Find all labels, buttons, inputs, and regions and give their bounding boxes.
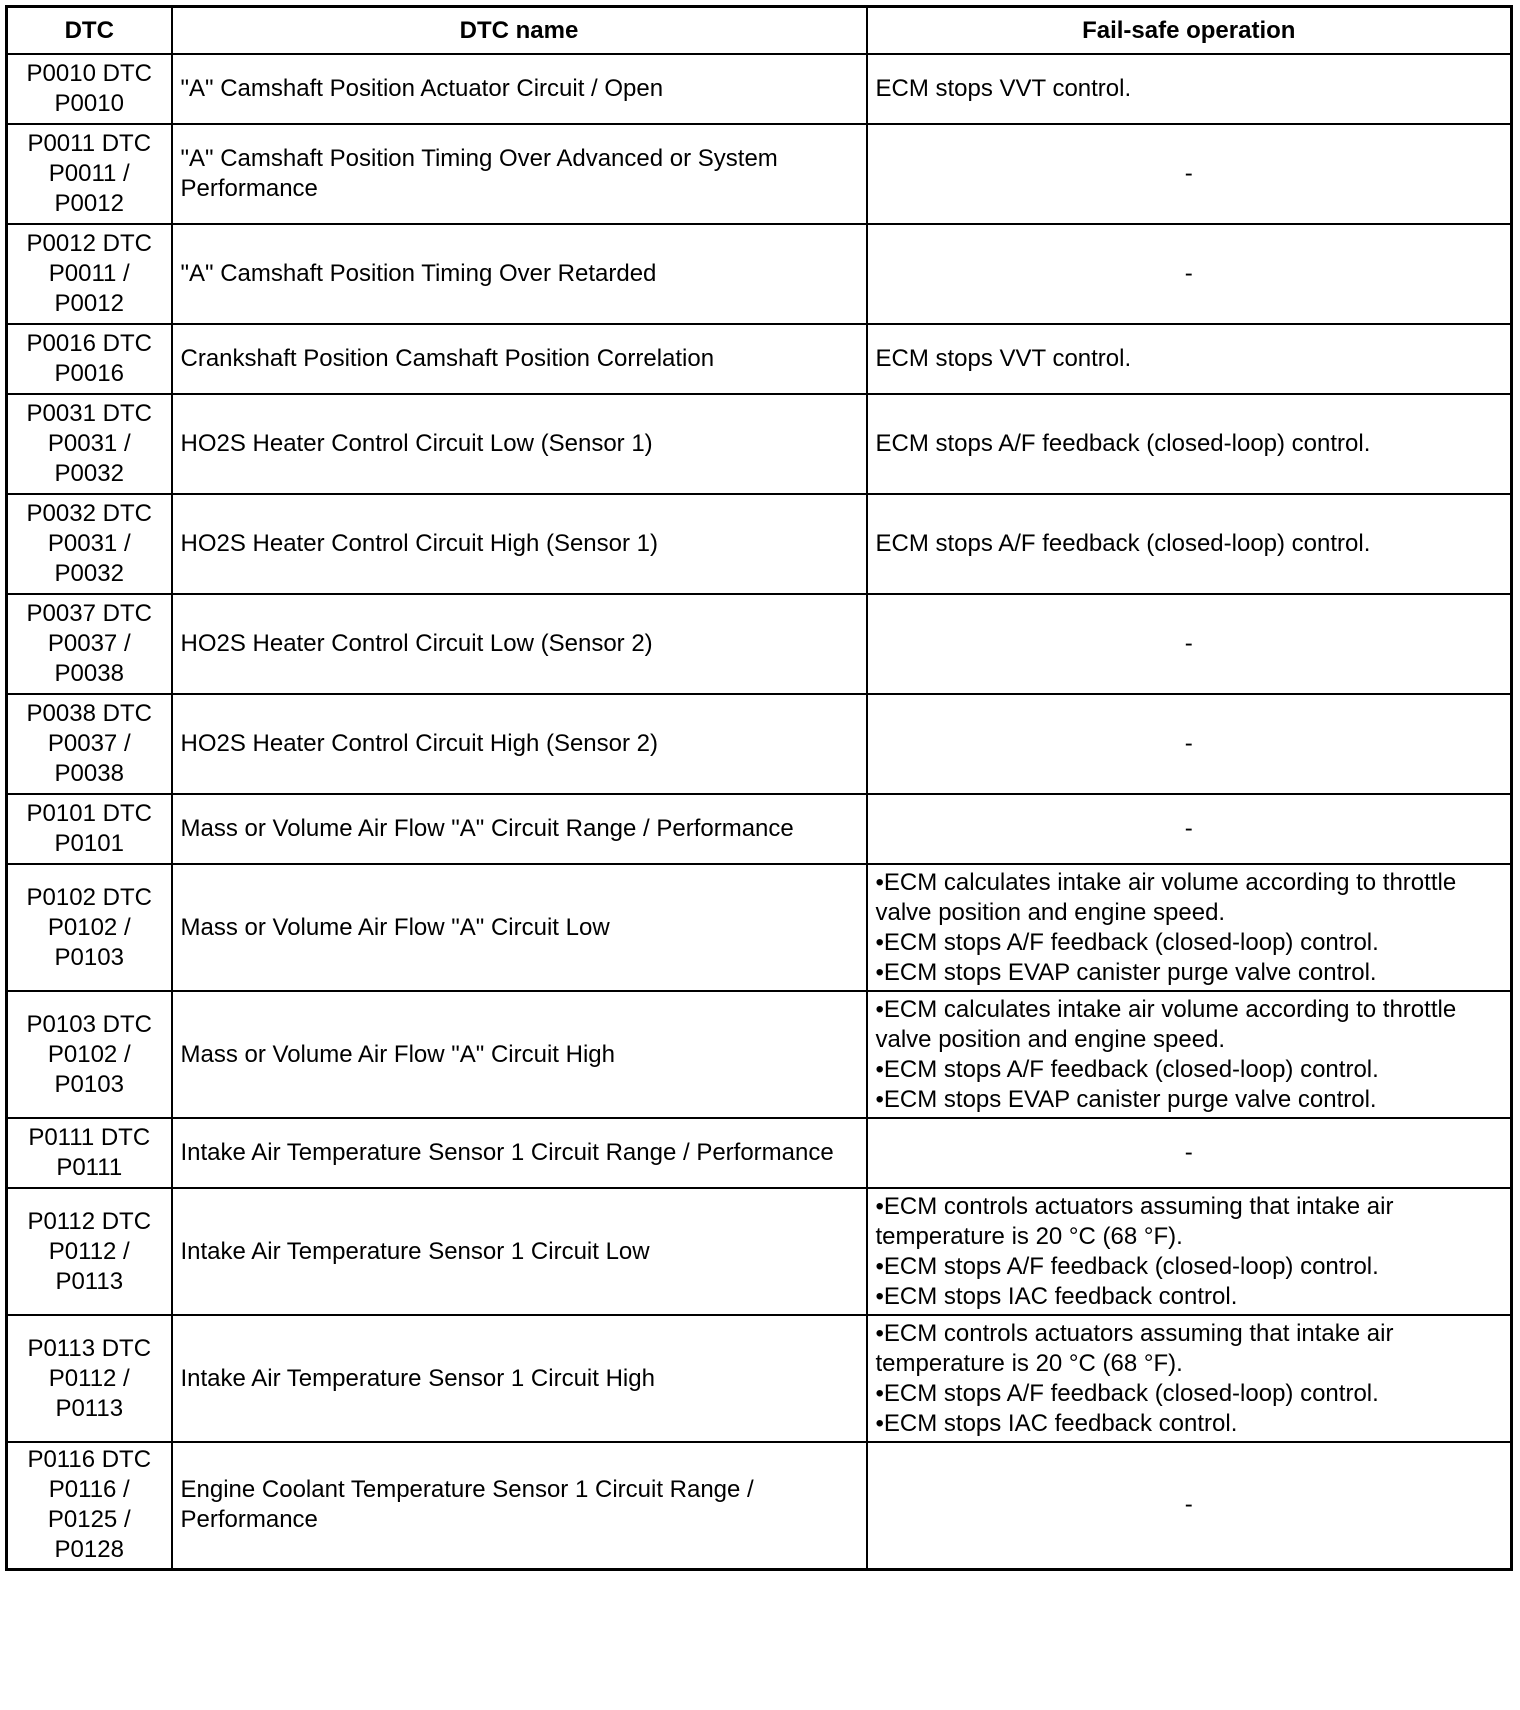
failsafe-operation-line: •ECM controls actuators assuming that intake air temperature is 20 °C (68 °F). <box>875 1192 1394 1250</box>
failsafe-operation-line: - <box>1184 630 1193 657</box>
dtc-name-cell: HO2S Heater Control Circuit High (Sensor 1) <box>172 494 867 594</box>
dtc-code-line: P0016 DTC <box>26 330 152 357</box>
header-dtc: DTC <box>7 7 172 55</box>
dtc-code-line: P0011 / <box>48 160 130 187</box>
dtc-code-line: P0116 / <box>48 1476 130 1504</box>
failsafe-operation-cell <box>867 1315 1512 1442</box>
dtc-name-cell: Intake Air Temperature Sensor 1 Circuit Range / Performance <box>172 1118 867 1188</box>
table-row <box>7 991 1512 1118</box>
dtc-failsafe-table <box>5 5 1513 1571</box>
failsafe-operation-cell <box>867 124 1512 224</box>
dtc-name-cell: "A" Camshaft Position Timing Over Retarded <box>172 224 867 324</box>
table-row <box>7 1118 1512 1188</box>
dtc-code-line: P0103 <box>54 1070 124 1098</box>
failsafe-operation-cell <box>867 224 1512 324</box>
failsafe-operation-line: - <box>1184 1491 1193 1519</box>
failsafe-operation-line: - <box>1184 730 1193 757</box>
dtc-code-line: P0128 <box>54 1536 124 1564</box>
dtc-name-cell: HO2S Heater Control Circuit High (Sensor 2) <box>172 694 867 794</box>
dtc-code-line: P0010 DTC <box>26 60 152 87</box>
dtc-code-cell <box>7 1442 172 1569</box>
dtc-code-cell <box>7 1315 172 1442</box>
dtc-name-cell: "A" Camshaft Position Actuator Circuit / Open <box>172 54 867 124</box>
dtc-code-line: P0037 DTC <box>26 600 152 627</box>
table-row <box>7 124 1512 224</box>
failsafe-operation-cell <box>867 594 1512 694</box>
dtc-name-cell: Intake Air Temperature Sensor 1 Circuit Low <box>172 1188 867 1315</box>
table-row <box>7 1442 1512 1569</box>
failsafe-operation-cell <box>867 394 1512 494</box>
failsafe-operation-cell <box>867 1118 1512 1188</box>
dtc-code-line: P0016 <box>54 360 124 387</box>
failsafe-operation-cell <box>867 54 1512 124</box>
dtc-code-line: P0032 DTC <box>26 500 152 527</box>
dtc-code-line: P0031 / <box>47 430 131 457</box>
dtc-code-line: P0116 DTC <box>27 1446 152 1474</box>
failsafe-operation-cell <box>867 324 1512 394</box>
failsafe-operation-cell <box>867 694 1512 794</box>
dtc-code-line: P0111 DTC <box>28 1124 151 1151</box>
header-dtc-name: DTC name <box>172 7 867 55</box>
dtc-code-cell <box>7 864 172 991</box>
dtc-code-line: P0012 <box>54 290 124 317</box>
table-row <box>7 1188 1512 1315</box>
dtc-code-line: P0102 / <box>47 913 131 941</box>
failsafe-operation-line: ECM stops A/F feedback (closed-loop) control. <box>875 530 1371 557</box>
header-row <box>7 7 1512 55</box>
dtc-code-line: P0102 DTC <box>26 883 152 911</box>
dtc-name-cell: "A" Camshaft Position Timing Over Advanced or System Performance <box>172 124 867 224</box>
failsafe-operation-cell <box>867 1442 1512 1569</box>
dtc-code-line: P0038 DTC <box>26 700 152 727</box>
dtc-code-line: P0031 / <box>47 530 131 557</box>
dtc-code-cell <box>7 794 172 864</box>
table-row <box>7 864 1512 991</box>
dtc-name-cell: Crankshaft Position Camshaft Position Correlation <box>172 324 867 394</box>
dtc-code-line: P0101 DTC <box>26 800 152 827</box>
failsafe-operation-line: •ECM stops IAC feedback control. <box>875 1409 1238 1437</box>
table-row <box>7 794 1512 864</box>
failsafe-operation-line: •ECM stops A/F feedback (closed-loop) control. <box>875 1055 1379 1083</box>
dtc-code-line: P0032 <box>54 460 124 487</box>
dtc-code-cell <box>7 594 172 694</box>
table-row <box>7 224 1512 324</box>
dtc-code-line: P0011 / <box>48 260 130 287</box>
dtc-code-line: P0112 / <box>48 1364 130 1392</box>
dtc-code-cell <box>7 1118 172 1188</box>
failsafe-operation-cell <box>867 794 1512 864</box>
failsafe-operation-line: •ECM stops IAC feedback control. <box>875 1282 1238 1310</box>
dtc-code-line: P0032 <box>54 560 124 587</box>
dtc-table-container <box>5 5 1513 1571</box>
dtc-name-cell: Mass or Volume Air Flow "A" Circuit Low <box>172 864 867 991</box>
dtc-code-line: P0113 DTC <box>27 1334 152 1362</box>
dtc-code-cell <box>7 224 172 324</box>
dtc-code-cell <box>7 124 172 224</box>
dtc-code-line: P0125 / <box>47 1506 131 1534</box>
dtc-code-line: P0037 / <box>47 730 131 757</box>
failsafe-operation-line: •ECM stops A/F feedback (closed-loop) control. <box>875 1379 1379 1407</box>
dtc-code-line: P0113 <box>55 1267 124 1295</box>
failsafe-operation-cell <box>867 1188 1512 1315</box>
table-row <box>7 324 1512 394</box>
failsafe-operation-line: •ECM stops A/F feedback (closed-loop) control. <box>875 1252 1379 1280</box>
table-row <box>7 394 1512 494</box>
dtc-code-line: P0102 / <box>47 1040 131 1068</box>
failsafe-operation-line: ECM stops VVT control. <box>875 75 1132 102</box>
dtc-code-line: P0010 <box>54 90 124 117</box>
table-row <box>7 54 1512 124</box>
failsafe-operation-cell <box>867 991 1512 1118</box>
dtc-code-line: P0103 <box>54 943 124 971</box>
dtc-code-line: P0111 <box>56 1154 123 1181</box>
dtc-code-line: P0038 <box>54 660 124 687</box>
table-row <box>7 694 1512 794</box>
failsafe-operation-line: •ECM stops A/F feedback (closed-loop) control. <box>875 928 1379 956</box>
dtc-name-cell: HO2S Heater Control Circuit Low (Sensor 1) <box>172 394 867 494</box>
failsafe-operation-line: •ECM stops EVAP canister purge valve control. <box>875 1085 1377 1113</box>
header-failsafe-operation: Fail-safe operation <box>867 7 1512 55</box>
dtc-name-cell: Engine Coolant Temperature Sensor 1 Circuit Range / Performance <box>172 1442 867 1569</box>
dtc-code-cell <box>7 1188 172 1315</box>
failsafe-operation-line: - <box>1184 160 1193 187</box>
failsafe-operation-line: - <box>1184 815 1193 842</box>
dtc-code-line: P0113 <box>55 1394 124 1422</box>
failsafe-operation-line: •ECM stops EVAP canister purge valve control. <box>875 958 1377 986</box>
table-row <box>7 594 1512 694</box>
failsafe-operation-line: ECM stops A/F feedback (closed-loop) control. <box>875 430 1371 457</box>
failsafe-operation-line: •ECM controls actuators assuming that intake air temperature is 20 °C (68 °F). <box>875 1319 1394 1377</box>
dtc-code-cell <box>7 494 172 594</box>
failsafe-operation-line: •ECM calculates intake air volume according to throttle valve position and engine speed. <box>875 868 1457 926</box>
failsafe-operation-cell <box>867 494 1512 594</box>
dtc-name-cell: Intake Air Temperature Sensor 1 Circuit High <box>172 1315 867 1442</box>
failsafe-operation-line: ECM stops VVT control. <box>875 345 1132 372</box>
dtc-code-line: P0031 DTC <box>26 400 152 427</box>
failsafe-operation-line: - <box>1184 1139 1193 1166</box>
table-row <box>7 494 1512 594</box>
failsafe-operation-line: - <box>1184 260 1193 287</box>
dtc-code-line: P0012 <box>54 190 124 217</box>
failsafe-operation-line: •ECM calculates intake air volume according to throttle valve position and engine speed. <box>875 995 1457 1053</box>
dtc-name-cell: Mass or Volume Air Flow "A" Circuit Range / Performance <box>172 794 867 864</box>
dtc-code-cell <box>7 394 172 494</box>
dtc-code-line: P0037 / <box>47 630 131 657</box>
dtc-code-line: P0038 <box>54 760 124 787</box>
dtc-name-cell: HO2S Heater Control Circuit Low (Sensor 2) <box>172 594 867 694</box>
dtc-name-cell: Mass or Volume Air Flow "A" Circuit High <box>172 991 867 1118</box>
dtc-code-line: P0101 <box>54 830 124 857</box>
failsafe-operation-cell <box>867 864 1512 991</box>
dtc-code-line: P0112 / <box>48 1237 130 1265</box>
dtc-code-cell <box>7 54 172 124</box>
dtc-code-cell <box>7 324 172 394</box>
dtc-code-cell <box>7 694 172 794</box>
dtc-code-line: P0012 DTC <box>26 230 152 257</box>
dtc-code-line: P0103 DTC <box>26 1010 152 1038</box>
dtc-code-line: P0112 DTC <box>27 1207 152 1235</box>
dtc-code-cell <box>7 991 172 1118</box>
table-row <box>7 1315 1512 1442</box>
dtc-code-line: P0011 DTC <box>27 130 152 157</box>
